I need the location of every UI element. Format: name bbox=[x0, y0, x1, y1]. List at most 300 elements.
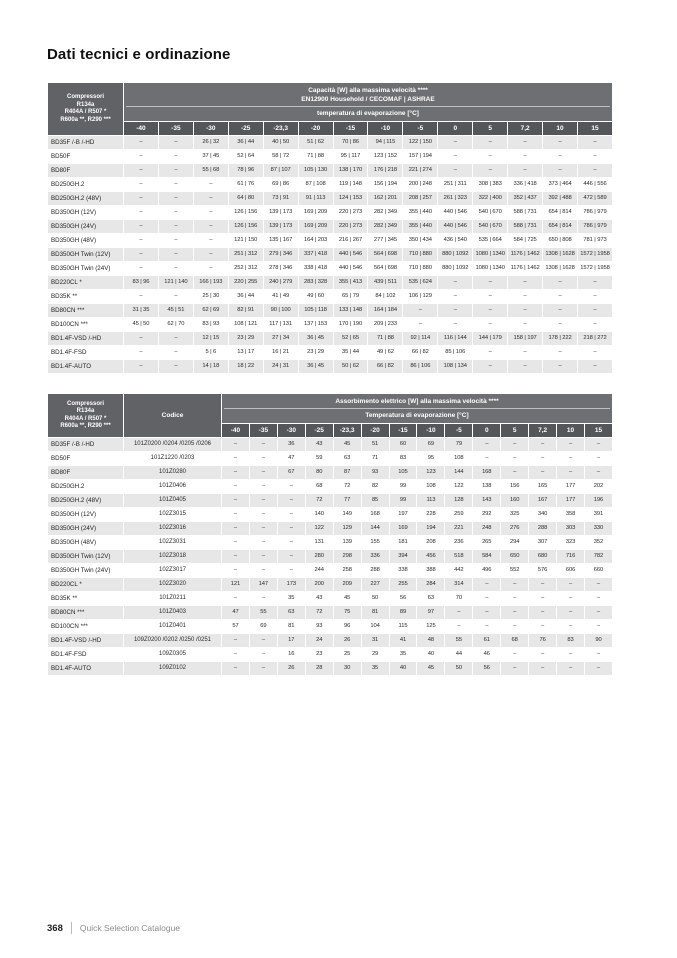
model-name-cell: BD35K ** bbox=[48, 290, 124, 304]
power-value-cell: 122 bbox=[445, 480, 473, 494]
power-value-cell: – bbox=[222, 592, 250, 606]
footer-divider bbox=[71, 922, 72, 934]
capacity-value-cell: – bbox=[158, 360, 193, 374]
power-value-cell: 31 bbox=[361, 634, 389, 648]
power-value-cell: 660 bbox=[584, 564, 612, 578]
capacity-value-cell: 282 | 349 bbox=[368, 206, 403, 220]
power-value-cell: 177 bbox=[557, 494, 585, 508]
power-value-cell: 228 bbox=[417, 508, 445, 522]
capacity-value-cell: 169 | 209 bbox=[298, 206, 333, 220]
table-row bbox=[48, 234, 613, 248]
power-value-cell: – bbox=[584, 592, 612, 606]
model-name-cell: BD350GH Twin (24V) bbox=[48, 564, 124, 578]
power-value-cell: 97 bbox=[417, 606, 445, 620]
capacity-value-cell: 535 | 624 bbox=[403, 276, 438, 290]
code-cell: 101Z1220 /0203 bbox=[124, 452, 222, 466]
power-value-cell: 93 bbox=[361, 466, 389, 480]
capacity-value-cell: 55 | 68 bbox=[193, 164, 228, 178]
power-value-cell: – bbox=[249, 466, 277, 480]
power-value-cell: – bbox=[222, 648, 250, 662]
capacity-value-cell: 108 | 134 bbox=[438, 360, 473, 374]
capacity-value-cell: 135 | 167 bbox=[263, 234, 298, 248]
power-value-cell: – bbox=[222, 536, 250, 550]
power-value-cell: 194 bbox=[417, 522, 445, 536]
power-value-cell: 71 bbox=[361, 452, 389, 466]
compressor-series-line: R404A / R507 * bbox=[64, 415, 107, 422]
capacity-value-cell: 87 | 108 bbox=[298, 178, 333, 192]
capacity-value-cell: – bbox=[124, 178, 159, 192]
power-value-cell: 83 bbox=[389, 452, 417, 466]
model-name-cell: BD220CL * bbox=[48, 276, 124, 290]
model-name-cell: BD80F bbox=[48, 164, 124, 178]
power-value-cell: 115 bbox=[389, 620, 417, 634]
capacity-value-cell: 650 | 808 bbox=[543, 234, 578, 248]
power-value-cell: 68 bbox=[501, 634, 529, 648]
power-value-cell: 552 bbox=[501, 564, 529, 578]
power-value-cell: 35 bbox=[361, 662, 389, 676]
capacity-value-cell: – bbox=[158, 290, 193, 304]
model-name-cell: BD35F /-B /-HD bbox=[48, 136, 124, 150]
power-value-cell: 518 bbox=[445, 550, 473, 564]
capacity-value-cell: 51 | 62 bbox=[298, 136, 333, 150]
model-name-cell: BD350GH (12V) bbox=[48, 508, 124, 522]
power-value-cell: – bbox=[249, 564, 277, 578]
capacity-value-cell: 138 | 170 bbox=[333, 164, 368, 178]
capacity-value-cell: – bbox=[473, 346, 508, 360]
capacity-value-cell: – bbox=[508, 150, 543, 164]
power-value-cell: 168 bbox=[361, 508, 389, 522]
capacity-value-cell: – bbox=[473, 276, 508, 290]
power-value-cell: – bbox=[501, 606, 529, 620]
capacity-value-cell: 71 | 88 bbox=[368, 332, 403, 346]
power-value-cell: 122 bbox=[305, 522, 333, 536]
table-row bbox=[48, 662, 613, 676]
capacity-value-cell: 710 | 880 bbox=[403, 262, 438, 276]
power-value-cell: – bbox=[501, 620, 529, 634]
capacity-header-line: Capacità [W] alla massima velocità **** bbox=[308, 87, 428, 94]
power-value-cell: 93 bbox=[305, 620, 333, 634]
capacity-value-cell: 1308 | 1628 bbox=[543, 248, 578, 262]
power-value-cell: 208 bbox=[417, 536, 445, 550]
capacity-value-cell: 584 | 725 bbox=[508, 234, 543, 248]
capacity-value-cell: – bbox=[473, 164, 508, 178]
capacity-value-cell: 26 | 32 bbox=[193, 136, 228, 150]
temp-column-header: 15 bbox=[584, 424, 612, 438]
power-value-cell: 16 bbox=[277, 648, 305, 662]
power-value-cell: 138 bbox=[473, 480, 501, 494]
table-row bbox=[48, 290, 613, 304]
capacity-value-cell: – bbox=[124, 136, 159, 150]
power-value-cell: 352 bbox=[584, 536, 612, 550]
power-value-cell: 17 bbox=[277, 634, 305, 648]
power-value-cell: – bbox=[529, 620, 557, 634]
capacity-value-cell: – bbox=[124, 262, 159, 276]
power-value-cell: – bbox=[277, 522, 305, 536]
power-value-cell: 57 bbox=[222, 620, 250, 634]
code-cell: 101Z0200 /0204 /0205 /0206 bbox=[124, 438, 222, 452]
power-value-cell: – bbox=[249, 508, 277, 522]
temp-column-header: 0 bbox=[473, 424, 501, 438]
capacity-value-cell: – bbox=[473, 290, 508, 304]
table-row bbox=[48, 150, 613, 164]
power-value-cell: 96 bbox=[333, 620, 361, 634]
power-value-cell: 292 bbox=[473, 508, 501, 522]
capacity-value-cell: – bbox=[158, 164, 193, 178]
capacity-value-cell: 1176 | 1462 bbox=[508, 248, 543, 262]
power-value-cell: – bbox=[529, 578, 557, 592]
power-value-cell: 314 bbox=[445, 578, 473, 592]
capacity-value-cell: 156 | 194 bbox=[368, 178, 403, 192]
capacity-value-cell: 139 | 173 bbox=[263, 220, 298, 234]
power-value-cell: 140 bbox=[305, 508, 333, 522]
model-name-cell: BD1.4F-VSD /-HD bbox=[48, 634, 124, 648]
model-name-cell: BD80CN *** bbox=[48, 606, 124, 620]
capacity-value-cell: – bbox=[543, 150, 578, 164]
capacity-value-cell: 82 | 91 bbox=[228, 304, 263, 318]
model-name-cell: BD350GH (24V) bbox=[48, 522, 124, 536]
capacity-value-cell: – bbox=[193, 248, 228, 262]
capacity-value-cell: 65 | 79 bbox=[333, 290, 368, 304]
capacity-value-cell: – bbox=[543, 164, 578, 178]
capacity-value-cell: – bbox=[543, 290, 578, 304]
power-value-cell: 284 bbox=[417, 578, 445, 592]
capacity-value-cell: – bbox=[124, 332, 159, 346]
power-value-cell: – bbox=[249, 662, 277, 676]
table-row bbox=[48, 620, 613, 634]
capacity-value-cell: 36 | 44 bbox=[228, 290, 263, 304]
capacity-value-cell: 24 | 31 bbox=[263, 360, 298, 374]
code-cell: 101Z0405 bbox=[124, 494, 222, 508]
power-value-cell: 90 bbox=[584, 634, 612, 648]
temp-column-header: -40 bbox=[124, 122, 159, 136]
model-name-cell: BD350GH (24V) bbox=[48, 220, 124, 234]
power-value-cell: – bbox=[277, 564, 305, 578]
table-row bbox=[48, 262, 613, 276]
capacity-value-cell: 52 | 64 bbox=[228, 150, 263, 164]
power-value-cell: 24 bbox=[305, 634, 333, 648]
power-value-cell: – bbox=[473, 452, 501, 466]
power-value-cell: 303 bbox=[557, 522, 585, 536]
power-value-cell: – bbox=[529, 648, 557, 662]
table-row bbox=[48, 648, 613, 662]
capacity-value-cell: 58 | 72 bbox=[263, 150, 298, 164]
model-name-cell: BD1.4F-FSD bbox=[48, 346, 124, 360]
table-row bbox=[48, 452, 613, 466]
power-value-cell: 288 bbox=[529, 522, 557, 536]
power-value-cell: 160 bbox=[501, 494, 529, 508]
capacity-table-body bbox=[48, 136, 613, 374]
power-value-cell: 35 bbox=[389, 648, 417, 662]
power-value-cell: 40 bbox=[417, 648, 445, 662]
capacity-value-cell: 119 | 148 bbox=[333, 178, 368, 192]
capacity-value-cell: 279 | 346 bbox=[263, 248, 298, 262]
capacity-value-cell: 105 | 130 bbox=[298, 164, 333, 178]
capacity-value-cell: 64 | 80 bbox=[228, 192, 263, 206]
power-value-cell: – bbox=[584, 662, 612, 676]
capacity-value-cell: 1572 | 1958 bbox=[577, 248, 612, 262]
model-name-cell: BD350GH (48V) bbox=[48, 536, 124, 550]
power-value-cell: 63 bbox=[333, 452, 361, 466]
capacity-value-cell: 218 | 272 bbox=[577, 332, 612, 346]
power-value-cell: 26 bbox=[333, 634, 361, 648]
power-value-cell: 298 bbox=[333, 550, 361, 564]
power-value-cell: 99 bbox=[389, 494, 417, 508]
capacity-value-cell: 12 | 15 bbox=[193, 332, 228, 346]
power-value-cell: 104 bbox=[361, 620, 389, 634]
capacity-value-cell: – bbox=[577, 136, 612, 150]
capacity-value-cell: 158 | 197 bbox=[508, 332, 543, 346]
compressor-series-line: R134a bbox=[76, 408, 95, 414]
model-name-cell: BD1.4F-AUTO bbox=[48, 360, 124, 374]
model-name-cell: BD220CL * bbox=[48, 578, 124, 592]
capacity-value-cell: – bbox=[124, 346, 159, 360]
model-name-cell: BD1.4F-VSD /-HD bbox=[48, 332, 124, 346]
power-value-cell: – bbox=[557, 592, 585, 606]
power-value-cell: 456 bbox=[417, 550, 445, 564]
power-value-cell: 606 bbox=[557, 564, 585, 578]
capacity-value-cell: – bbox=[403, 318, 438, 332]
power-value-cell: 265 bbox=[473, 536, 501, 550]
capacity-value-cell: 31 | 35 bbox=[124, 304, 159, 318]
table-row bbox=[48, 346, 613, 360]
power-value-cell: 99 bbox=[389, 480, 417, 494]
power-value-cell: 236 bbox=[445, 536, 473, 550]
capacity-value-cell: 90 | 100 bbox=[263, 304, 298, 318]
power-value-cell: – bbox=[222, 480, 250, 494]
capacity-value-cell: 62 | 69 bbox=[193, 304, 228, 318]
capacity-value-cell: 178 | 222 bbox=[543, 332, 578, 346]
power-value-cell: – bbox=[473, 578, 501, 592]
power-value-cell: – bbox=[277, 550, 305, 564]
power-value-cell: 181 bbox=[389, 536, 417, 550]
capacity-value-cell: 169 | 209 bbox=[298, 220, 333, 234]
capacity-value-cell: 23 | 29 bbox=[298, 346, 333, 360]
power-value-cell: – bbox=[529, 452, 557, 466]
code-cell: 102Z3016 bbox=[124, 522, 222, 536]
power-value-cell: 442 bbox=[445, 564, 473, 578]
power-value-cell: – bbox=[529, 606, 557, 620]
capacity-value-cell: – bbox=[577, 360, 612, 374]
capacity-value-cell: 1080 | 1340 bbox=[473, 262, 508, 276]
capacity-value-cell: – bbox=[158, 192, 193, 206]
power-value-cell: 168 bbox=[473, 466, 501, 480]
capacity-value-cell: 338 | 418 bbox=[298, 262, 333, 276]
capacity-value-cell: 355 | 413 bbox=[333, 276, 368, 290]
power-value-cell: 248 bbox=[473, 522, 501, 536]
capacity-value-cell: 164 | 184 bbox=[368, 304, 403, 318]
capacity-value-cell: – bbox=[193, 206, 228, 220]
table-row bbox=[48, 318, 613, 332]
capacity-value-cell: 126 | 156 bbox=[228, 206, 263, 220]
power-value-cell: – bbox=[529, 438, 557, 452]
table-row bbox=[48, 192, 613, 206]
power-subheader-line: Temperatura di evaporazione [°C] bbox=[224, 408, 610, 420]
temp-column-header: 10 bbox=[557, 424, 585, 438]
power-value-cell: 336 bbox=[361, 550, 389, 564]
power-value-cell: – bbox=[584, 648, 612, 662]
power-value-cell: 121 bbox=[222, 578, 250, 592]
capacity-value-cell: – bbox=[577, 318, 612, 332]
power-value-cell: 139 bbox=[333, 536, 361, 550]
table-row bbox=[48, 438, 613, 452]
capacity-value-cell: 166 | 193 bbox=[193, 276, 228, 290]
capacity-value-cell: 69 | 86 bbox=[263, 178, 298, 192]
capacity-value-cell: 251 | 312 bbox=[228, 248, 263, 262]
capacity-title-cell bbox=[124, 83, 613, 122]
power-value-cell: 72 bbox=[305, 606, 333, 620]
power-value-cell: 43 bbox=[305, 592, 333, 606]
capacity-header-line: temperatura di evaporazione [°C] bbox=[126, 106, 610, 118]
power-value-cell: 61 bbox=[473, 634, 501, 648]
code-cell: 101Z0401 bbox=[124, 620, 222, 634]
model-name-cell: BD350GH (12V) bbox=[48, 206, 124, 220]
capacity-value-cell: 16 | 21 bbox=[263, 346, 298, 360]
power-value-cell: 196 bbox=[584, 494, 612, 508]
power-value-cell: – bbox=[501, 452, 529, 466]
capacity-value-cell: 282 | 349 bbox=[368, 220, 403, 234]
compressor-series-line: R600a **, R290 *** bbox=[60, 423, 111, 429]
power-value-cell: 391 bbox=[584, 508, 612, 522]
power-value-cell: 59 bbox=[305, 452, 333, 466]
power-value-cell: 45 bbox=[333, 438, 361, 452]
power-consumption-table bbox=[47, 393, 613, 676]
table-row bbox=[48, 332, 613, 346]
capacity-value-cell: 92 | 114 bbox=[403, 332, 438, 346]
power-value-cell: 45 bbox=[333, 592, 361, 606]
temp-column-header: -10 bbox=[368, 122, 403, 136]
capacity-value-cell: – bbox=[158, 206, 193, 220]
power-value-cell: 28 bbox=[305, 662, 333, 676]
power-value-cell: 72 bbox=[333, 480, 361, 494]
power-value-cell: – bbox=[557, 662, 585, 676]
compressor-series-line: Compressori bbox=[66, 400, 104, 407]
power-value-cell: 244 bbox=[305, 564, 333, 578]
temp-column-header: -20 bbox=[361, 424, 389, 438]
capacity-value-cell: 221 | 274 bbox=[403, 164, 438, 178]
temp-column-header: -10 bbox=[417, 424, 445, 438]
temp-column-header: -5 bbox=[403, 122, 438, 136]
power-value-cell: 584 bbox=[473, 550, 501, 564]
capacity-value-cell: 540 | 670 bbox=[473, 206, 508, 220]
power-value-cell: – bbox=[584, 452, 612, 466]
capacity-value-cell: 322 | 400 bbox=[473, 192, 508, 206]
capacity-value-cell: – bbox=[158, 248, 193, 262]
power-value-cell: – bbox=[445, 620, 473, 634]
capacity-value-cell: – bbox=[193, 178, 228, 192]
capacity-value-cell: 283 | 328 bbox=[298, 276, 333, 290]
capacity-value-cell: 336 | 418 bbox=[508, 178, 543, 192]
table-row bbox=[48, 606, 613, 620]
table-row bbox=[48, 522, 613, 536]
power-value-cell: 83 bbox=[557, 634, 585, 648]
power-value-cell: 76 bbox=[529, 634, 557, 648]
power-value-cell: 358 bbox=[557, 508, 585, 522]
model-name-cell: BD250GH.2 (48V) bbox=[48, 192, 124, 206]
capacity-value-cell: 781 | 973 bbox=[577, 234, 612, 248]
table-row bbox=[48, 536, 613, 550]
power-value-cell: 177 bbox=[557, 480, 585, 494]
capacity-value-cell: 164 | 203 bbox=[298, 234, 333, 248]
power-value-cell: – bbox=[249, 550, 277, 564]
power-value-cell: 56 bbox=[473, 662, 501, 676]
capacity-value-cell: 137 | 153 bbox=[298, 318, 333, 332]
power-value-cell: 72 bbox=[305, 494, 333, 508]
power-value-cell: – bbox=[222, 438, 250, 452]
temp-column-header: -5 bbox=[445, 424, 473, 438]
capacity-value-cell: – bbox=[124, 164, 159, 178]
power-value-cell: – bbox=[584, 578, 612, 592]
capacity-value-cell: – bbox=[543, 360, 578, 374]
capacity-value-cell: – bbox=[438, 318, 473, 332]
capacity-value-cell: 61 | 76 bbox=[228, 178, 263, 192]
power-value-cell: – bbox=[249, 648, 277, 662]
capacity-value-cell: 85 | 106 bbox=[438, 346, 473, 360]
power-value-cell: 197 bbox=[389, 508, 417, 522]
table-row bbox=[48, 550, 613, 564]
power-value-cell: 85 bbox=[361, 494, 389, 508]
power-value-cell: 108 bbox=[417, 480, 445, 494]
temp-column-header: 7,2 bbox=[529, 424, 557, 438]
power-value-cell: 255 bbox=[389, 578, 417, 592]
capacity-value-cell: 35 | 44 bbox=[333, 346, 368, 360]
power-value-cell: – bbox=[249, 494, 277, 508]
code-cell: 109Z0200 /0202 /0250 /0251 bbox=[124, 634, 222, 648]
capacity-value-cell: – bbox=[577, 164, 612, 178]
capacity-value-cell: 27 | 34 bbox=[263, 332, 298, 346]
power-value-cell: 40 bbox=[389, 662, 417, 676]
model-name-cell: BD350GH Twin (24V) bbox=[48, 262, 124, 276]
power-value-cell: 294 bbox=[501, 536, 529, 550]
capacity-value-cell: 66 | 82 bbox=[403, 346, 438, 360]
power-value-cell: 44 bbox=[445, 648, 473, 662]
power-value-cell: – bbox=[222, 508, 250, 522]
capacity-value-cell: – bbox=[438, 164, 473, 178]
capacity-value-cell: 50 | 62 bbox=[333, 360, 368, 374]
power-value-cell: – bbox=[584, 620, 612, 634]
compressor-series-cell bbox=[48, 394, 124, 438]
code-cell: 101Z0403 bbox=[124, 606, 222, 620]
table-row bbox=[48, 592, 613, 606]
capacity-value-cell: 170 | 190 bbox=[333, 318, 368, 332]
model-name-cell: BD100CN *** bbox=[48, 620, 124, 634]
power-value-cell: 144 bbox=[445, 466, 473, 480]
capacity-value-cell: – bbox=[124, 206, 159, 220]
capacity-value-cell: 355 | 440 bbox=[403, 206, 438, 220]
power-value-cell: 388 bbox=[417, 564, 445, 578]
model-name-cell: BD350GH Twin (12V) bbox=[48, 550, 124, 564]
power-value-cell: 340 bbox=[529, 508, 557, 522]
capacity-value-cell: – bbox=[473, 318, 508, 332]
code-cell: 101Z0211 bbox=[124, 592, 222, 606]
capacity-value-cell: – bbox=[158, 150, 193, 164]
capacity-value-cell: – bbox=[124, 234, 159, 248]
power-value-cell: – bbox=[222, 662, 250, 676]
capacity-value-cell: – bbox=[508, 304, 543, 318]
capacity-value-cell: 352 | 437 bbox=[508, 192, 543, 206]
temp-column-header: -40 bbox=[222, 424, 250, 438]
capacity-value-cell: – bbox=[473, 360, 508, 374]
capacity-value-cell: 121 | 140 bbox=[158, 276, 193, 290]
power-value-cell: – bbox=[249, 536, 277, 550]
power-value-cell: – bbox=[222, 634, 250, 648]
power-value-cell: – bbox=[222, 564, 250, 578]
power-value-cell: 60 bbox=[389, 438, 417, 452]
power-value-cell: 80 bbox=[305, 466, 333, 480]
capacity-value-cell: 108 | 121 bbox=[228, 318, 263, 332]
table-row bbox=[48, 466, 613, 480]
code-cell: 102Z3017 bbox=[124, 564, 222, 578]
capacity-value-cell: 220 | 255 bbox=[228, 276, 263, 290]
